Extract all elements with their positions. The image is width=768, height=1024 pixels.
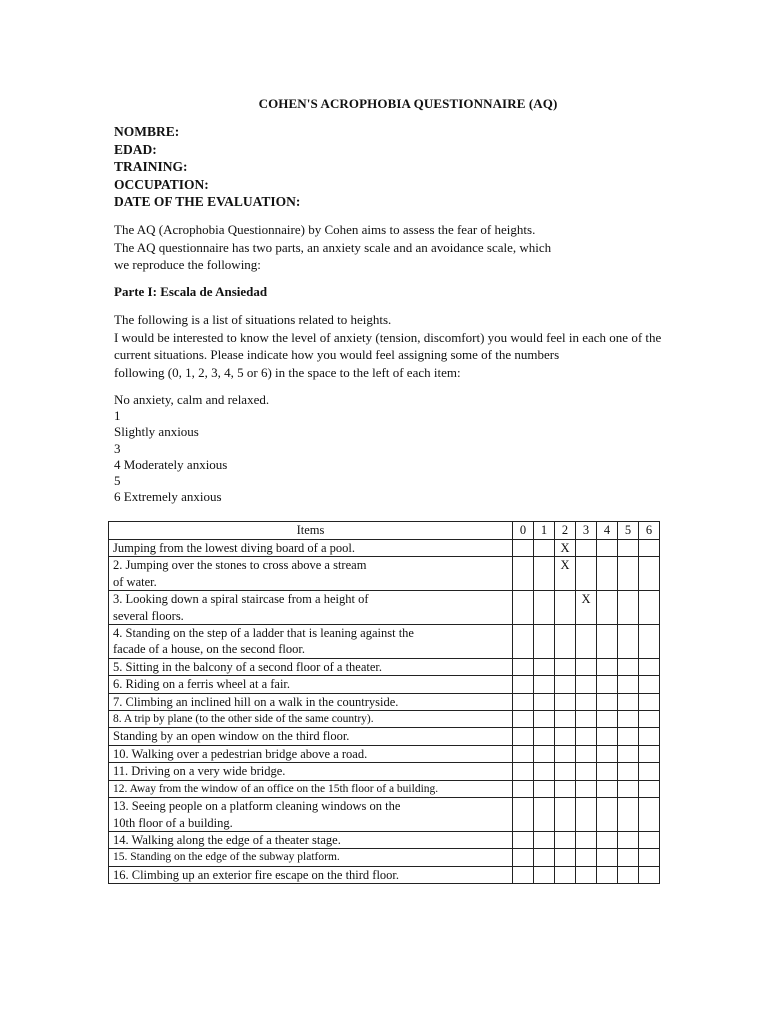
rating-cell-2[interactable] [555,658,576,675]
item-text [109,728,513,745]
item-text [109,676,513,693]
rating-cell-1[interactable] [534,711,555,728]
item-text [109,849,513,866]
rating-cell-1[interactable] [534,625,555,659]
rating-cell-3[interactable] [576,763,597,780]
table-row [109,798,660,832]
rating-cell-1[interactable] [534,831,555,848]
table-row [109,849,660,866]
rating-cell-5[interactable] [618,745,639,762]
rating-cell-1[interactable] [534,798,555,832]
instructions-line: I would be interested to know the level of anxiety (tension, discomfort) you would feel in each one of the [114,329,662,345]
rating-cell-1[interactable] [534,728,555,745]
rating-cell-3[interactable] [576,711,597,728]
rating-cell-4[interactable] [597,763,618,780]
rating-cell-0[interactable] [513,798,534,832]
rating-cell-1[interactable] [534,780,555,797]
rating-cell-0[interactable] [513,866,534,883]
rating-cell-2[interactable] [555,728,576,745]
rating-cell-2[interactable] [555,831,576,848]
scale-line: No anxiety, calm and relaxed. [114,392,270,407]
rating-cell-6[interactable] [639,658,660,675]
rating-cell-5[interactable] [618,798,639,832]
rating-cell-0[interactable] [513,658,534,675]
table-header-row [109,522,660,540]
item-text-line: 6. Riding on a ferris wheel at a fair. [113,677,291,692]
rating-cell-3[interactable] [576,693,597,710]
rating-cell-3[interactable] [576,866,597,883]
rating-cell-5[interactable] [618,831,639,848]
item-text [109,557,513,591]
rating-cell-6[interactable] [639,798,660,832]
rating-cell-5[interactable] [618,676,639,693]
rating-cell-4[interactable] [597,745,618,762]
rating-cell-0[interactable] [513,625,534,659]
rating-cell-3[interactable] [576,780,597,797]
item-text-line: 5. Sitting in the balcony of a second floor of a theater. [113,659,383,674]
rating-cell-6[interactable] [639,676,660,693]
rating-cell-4[interactable] [597,849,618,866]
rating-cell-5[interactable] [618,540,639,557]
item-text [109,763,513,780]
rating-cell-5[interactable] [618,849,639,866]
rating-cell-4[interactable] [597,866,618,883]
item-text [109,658,513,675]
table-row [109,676,660,693]
item-text-line: several floors. [113,608,184,623]
intro-paragraph [114,221,551,274]
intro-line: The AQ questionnaire has two parts, an anxiety scale and an avoidance scale, which [114,239,552,255]
item-text-line: 16. Climbing up an exterior fire escape on the third floor. [113,867,400,882]
instructions-line: The following is a list of situations related to heights. [114,312,392,327]
item-text [109,591,513,625]
rating-cell-6[interactable] [639,591,660,625]
item-text [109,831,513,848]
item-text-line: 8. A trip by plane (to the other side of the same country). [113,713,374,726]
rating-cell-0[interactable] [513,780,534,797]
rating-cell-0[interactable] [513,591,534,625]
table-row [109,831,660,848]
rating-cell-2[interactable]: X [555,557,576,591]
field-date-label: DATE OF THE EVALUATION: [114,194,301,210]
field-occupation-label: OCCUPATION: [114,176,209,192]
rating-cell-5[interactable] [618,591,639,625]
intro-line: we reproduce the following: [114,257,261,272]
rating-cell-4[interactable] [597,728,618,745]
rating-cell-4[interactable] [597,591,618,625]
rating-cell-2[interactable] [555,745,576,762]
rating-column-header: 3 [576,522,597,540]
rating-cell-0[interactable] [513,676,534,693]
instructions-line: current situations. Please indicate how you would feel assigning some of the numbers [114,347,560,363]
item-text [109,625,513,659]
item-text [109,780,513,797]
rating-cell-2[interactable] [555,693,576,710]
rating-cell-1[interactable] [534,745,555,762]
rating-cell-3[interactable] [576,625,597,659]
instructions-paragraph [114,311,661,382]
rating-cell-5[interactable] [618,557,639,591]
rating-cell-2[interactable] [555,591,576,625]
rating-cell-1[interactable] [534,693,555,710]
item-text [109,866,513,883]
rating-column-header: 5 [618,522,639,540]
rating-cell-4[interactable] [597,693,618,710]
rating-cell-2[interactable] [555,866,576,883]
rating-column-header: 1 [534,522,555,540]
rating-cell-6[interactable] [639,728,660,745]
item-text-line: Standing by an open window on the third floor. [113,729,350,744]
rating-cell-6[interactable] [639,849,660,866]
rating-cell-6[interactable] [639,625,660,659]
table-row [109,658,660,675]
rating-cell-3[interactable] [576,676,597,693]
rating-cell-4[interactable] [597,625,618,659]
items-column-header: Items [109,522,513,540]
item-text [109,745,513,762]
instructions-line: following (0, 1, 2, 3, 4, 5 or 6) in the space to the left of each item: [114,365,461,381]
rating-cell-6[interactable] [639,831,660,848]
rating-cell-5[interactable] [618,711,639,728]
rating-cell-3[interactable]: X [576,591,597,625]
item-text-line: 13. Seeing people on a platform cleaning windows on the [113,799,401,814]
item-text-line: facade of a house, on the second floor. [113,642,305,657]
anxiety-rating-table [108,521,660,884]
document-title: COHEN'S ACROPHOBIA QUESTIONNAIRE (AQ) [258,96,558,111]
item-text-line: 14. Walking along the edge of a theater stage. [113,832,341,847]
item-text [109,711,513,728]
item-text-line: 7. Climbing an inclined hill on a walk in the countryside. [113,694,399,709]
rating-cell-6[interactable] [639,745,660,762]
scale-line: 1 [114,408,121,424]
rating-cell-6[interactable] [639,763,660,780]
rating-column-header: 6 [639,522,660,540]
rating-column-header: 4 [597,522,618,540]
rating-cell-6[interactable] [639,557,660,591]
rating-cell-0[interactable] [513,745,534,762]
rating-cell-1[interactable] [534,849,555,866]
intro-line: The AQ (Acrophobia Questionnaire) by Cohen aims to assess the fear of heights. [114,222,536,237]
rating-cell-5[interactable] [618,763,639,780]
rating-cell-1[interactable] [534,540,555,557]
field-training-label: TRAINING: [114,159,188,175]
rating-cell-2[interactable]: X [555,540,576,557]
rating-cell-2[interactable] [555,676,576,693]
rating-cell-5[interactable] [618,866,639,883]
rating-cell-0[interactable] [513,831,534,848]
scale-legend [114,392,269,505]
respondent-fields [114,123,300,211]
rating-cell-4[interactable] [597,557,618,591]
scale-line: 6 Extremely anxious [114,489,222,505]
scale-line: 4 Moderately anxious [114,456,228,472]
rating-cell-6[interactable] [639,780,660,797]
rating-cell-1[interactable] [534,557,555,591]
rating-cell-1[interactable] [534,658,555,675]
rating-cell-0[interactable] [513,711,534,728]
scale-line: 5 [114,473,121,489]
rating-cell-3[interactable] [576,745,597,762]
item-text-line: 4. Standing on the step of a ladder that is leaning against the [113,626,414,641]
rating-cell-5[interactable] [618,780,639,797]
rating-cell-2[interactable] [555,849,576,866]
item-text-line: 11. Driving on a very wide bridge. [113,764,286,779]
rating-cell-4[interactable] [597,676,618,693]
item-text [109,693,513,710]
rating-cell-2[interactable] [555,711,576,728]
section-heading: Parte I: Escala de Ansiedad [114,284,268,299]
rating-cell-3[interactable] [576,540,597,557]
item-text-line: 12. Away from the window of an office on the 15th floor of a building. [113,782,439,795]
rating-cell-6[interactable] [639,693,660,710]
rating-cell-3[interactable] [576,798,597,832]
rating-cell-3[interactable] [576,831,597,848]
table-row [109,763,660,780]
table-row [109,557,660,591]
item-text-line: 2. Jumping over the stones to cross above a stream [113,558,367,573]
rating-cell-1[interactable] [534,591,555,625]
rating-cell-4[interactable] [597,540,618,557]
item-text-line: of water. [113,574,157,589]
table-row [109,728,660,745]
rating-cell-2[interactable] [555,798,576,832]
table-row [109,711,660,728]
item-text-line: 10. Walking over a pedestrian bridge above a road. [113,746,368,761]
table-row [109,780,660,797]
rating-cell-4[interactable] [597,831,618,848]
rating-cell-5[interactable] [618,728,639,745]
rating-cell-5[interactable] [618,658,639,675]
rating-column-header: 2 [555,522,576,540]
rating-cell-0[interactable] [513,728,534,745]
item-text [109,798,513,832]
rating-cell-3[interactable] [576,557,597,591]
item-text-line: 10th floor of a building. [113,815,233,830]
table-row [109,866,660,883]
scale-line: Slightly anxious [114,424,199,440]
rating-cell-2[interactable] [555,780,576,797]
rating-cell-4[interactable] [597,798,618,832]
table-row [109,745,660,762]
rating-cell-3[interactable] [576,849,597,866]
rating-cell-1[interactable] [534,763,555,780]
table-row [109,693,660,710]
table-row [109,540,660,557]
rating-column-header: 0 [513,522,534,540]
field-edad-label: EDAD: [114,141,157,157]
rating-cell-0[interactable] [513,557,534,591]
rating-cell-4[interactable] [597,711,618,728]
scale-line: 3 [114,440,121,456]
rating-cell-4[interactable] [597,658,618,675]
rating-cell-6[interactable] [639,711,660,728]
rating-cell-0[interactable] [513,540,534,557]
rating-cell-5[interactable] [618,693,639,710]
rating-cell-0[interactable] [513,693,534,710]
rating-cell-6[interactable] [639,540,660,557]
rating-cell-2[interactable] [555,625,576,659]
item-text [109,540,513,557]
item-text-line: 3. Looking down a spiral staircase from a height of [113,592,369,607]
table-body [109,540,660,884]
field-nombre-label: NOMBRE: [114,124,180,139]
rating-cell-5[interactable] [618,625,639,659]
rating-cell-0[interactable] [513,763,534,780]
item-text-line: 15. Standing on the edge of the subway platform. [113,851,340,864]
rating-cell-6[interactable] [639,866,660,883]
rating-cell-2[interactable] [555,763,576,780]
rating-cell-1[interactable] [534,866,555,883]
rating-cell-4[interactable] [597,780,618,797]
table-row [109,591,660,625]
rating-cell-3[interactable] [576,658,597,675]
rating-cell-3[interactable] [576,728,597,745]
rating-cell-1[interactable] [534,676,555,693]
rating-cell-0[interactable] [513,849,534,866]
item-text-line: Jumping from the lowest diving board of a pool. [113,541,355,555]
table-row [109,625,660,659]
